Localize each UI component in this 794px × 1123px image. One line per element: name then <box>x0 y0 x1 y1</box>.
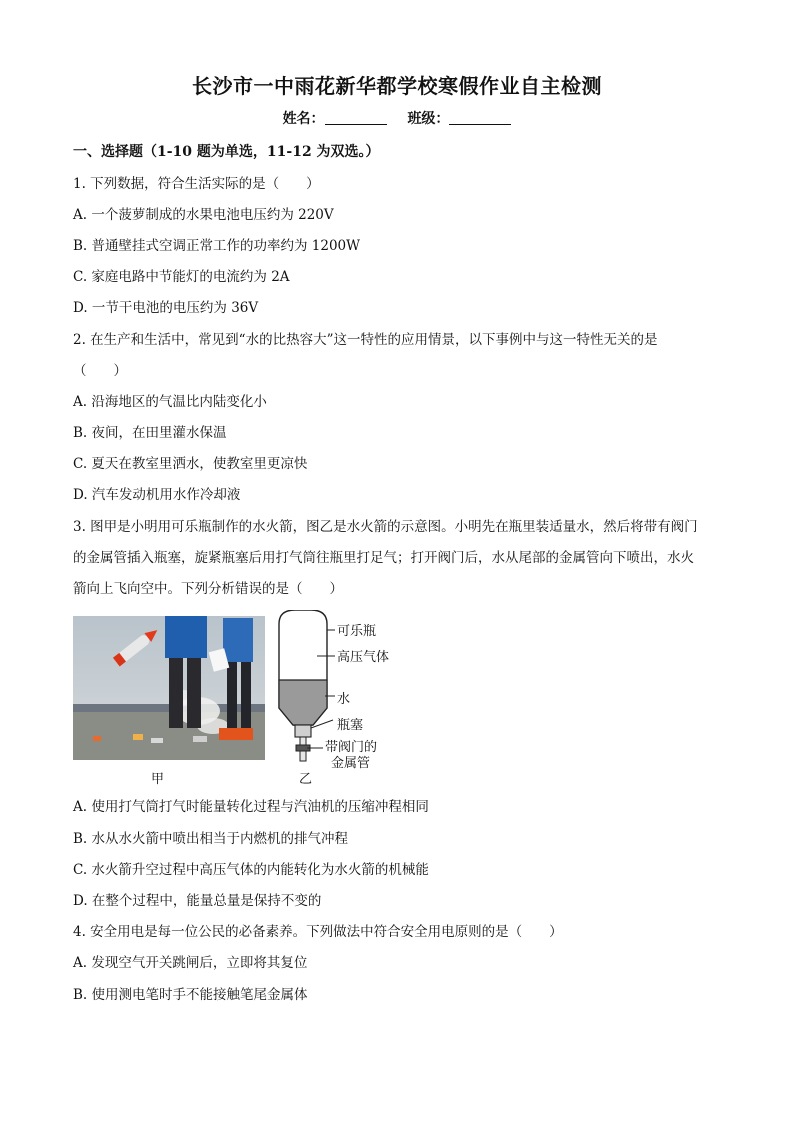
label-stopper: 瓶塞 <box>337 718 364 733</box>
label-tube-line1: 带阀门的 <box>325 740 378 755</box>
q3-option-a: A. 使用打气筒打气时能量转化过程与汽油机的压缩冲程相同 <box>73 799 429 815</box>
name-blank[interactable] <box>325 110 387 125</box>
q3-option-d: D. 在整个过程中，能量总量是保持不变的 <box>73 893 322 909</box>
label-high-pressure-gas: 高压气体 <box>337 650 390 665</box>
q2-option-b: B. 夜间，在田里灌水保温 <box>73 425 227 441</box>
q4-option-b: B. 使用测电笔时手不能接触笔尾金属体 <box>73 987 308 1003</box>
q1-option-b: B. 普通壁挂式空调正常工作的功率约为 1200W <box>73 238 361 254</box>
q1-option-c: C. 家庭电路中节能灯的电流约为 2A <box>73 269 290 285</box>
class-label: 班级： <box>407 111 450 127</box>
figure-caption-jia: 甲 <box>151 772 165 787</box>
q1-option-a: A. 一个菠萝制成的水果电池电压约为 220V <box>73 207 334 223</box>
q3-option-c: C. 水火箭升空过程中高压气体的内能转化为水火箭的机械能 <box>73 862 429 878</box>
section-heading: 一、选择题（1-10 题为单选，11-12 为双选。） <box>73 144 380 160</box>
water-rocket-photo-svg <box>73 616 265 760</box>
q2-option-c: C. 夏天在教室里洒水，使教室里更凉快 <box>73 456 308 472</box>
q4-option-a: A. 发现空气开关跳闸后，立即将其复位 <box>73 955 308 971</box>
class-blank[interactable] <box>449 110 511 125</box>
q2-stem-line2: （ ） <box>73 363 127 379</box>
label-bottle: 可乐瓶 <box>337 624 377 639</box>
q3-option-b: B. 水从水火箭中喷出相当于内燃机的排气冲程 <box>73 831 349 847</box>
q4-stem: 4. 安全用电是每一位公民的必备素养。下列做法中符合安全用电原则的是（ ） <box>73 924 563 940</box>
q1-option-d: D. 一节干电池的电压约为 36V <box>73 300 259 316</box>
name-label: 姓名： <box>282 111 325 127</box>
q3-stem-line3: 箭向上飞向空中。下列分析错误的是（ ） <box>73 581 343 597</box>
q2-option-d: D. 汽车发动机用水作冷却液 <box>73 487 241 503</box>
q2-stem-line1: 2. 在生产和生活中，常见到“水的比热容大”这一特性的应用情景，以下事例中与这一特性无关的是 <box>73 332 658 348</box>
q1-stem: 1. 下列数据，符合生活实际的是（ ） <box>73 176 320 192</box>
label-water: 水 <box>337 692 351 707</box>
q2-option-a: A. 沿海地区的气温比内陆变化小 <box>73 394 267 410</box>
q3-stem-line1: 3. 图甲是小明用可乐瓶制作的水火箭，图乙是水火箭的示意图。小明先在瓶里装适量水，然后将带有阀门 <box>73 519 698 535</box>
name-class-bar <box>0 108 794 128</box>
q3-stem-line2: 的金属管插入瓶塞，旋紧瓶塞后用打气筒往瓶里打足气；打开阀门后，水从尾部的金属管向下喷出，水火 <box>73 550 694 566</box>
page-title: 长沙市一中雨花新华都学校寒假作业自主检测 <box>192 74 602 98</box>
figure-caption-yi: 乙 <box>299 772 313 787</box>
q3-figure <box>73 610 413 790</box>
water-rocket-photo <box>73 616 265 760</box>
label-tube-line2: 金属管 <box>331 756 371 771</box>
